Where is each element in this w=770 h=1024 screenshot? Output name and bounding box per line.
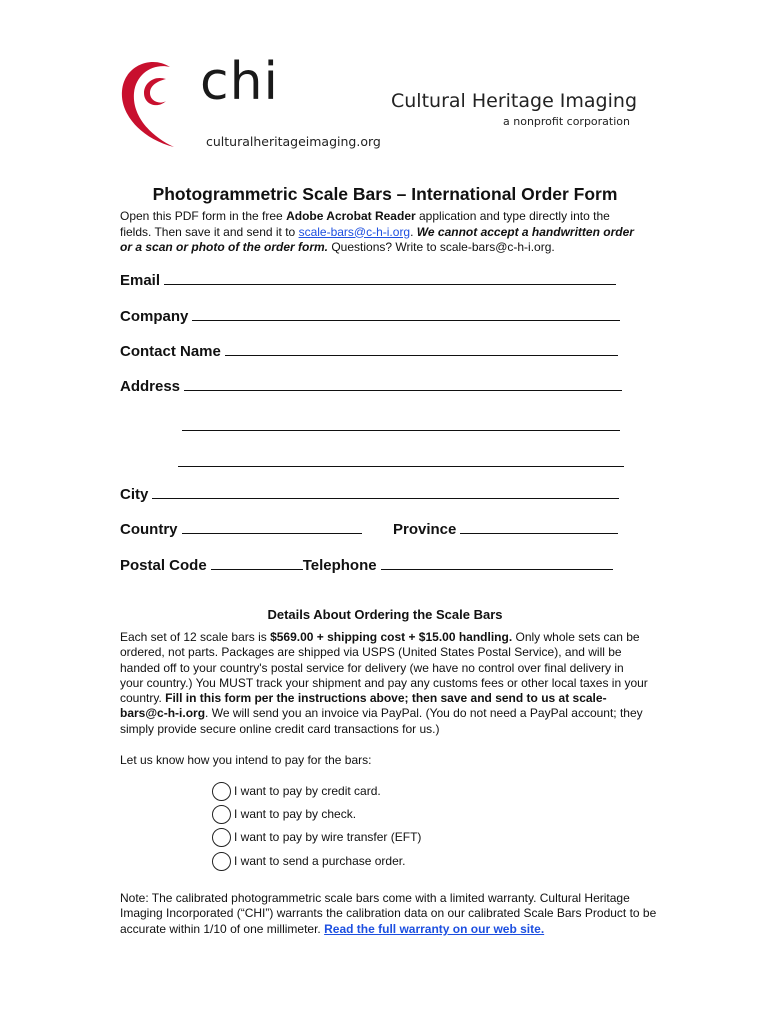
logo-wordmark: chi [200, 52, 279, 112]
wire-transfer-radio[interactable] [212, 828, 231, 847]
city-label: City [120, 486, 149, 503]
form-title: Photogrammetric Scale Bars – International Order Form [152, 184, 618, 204]
country-row [120, 521, 362, 539]
company-label: Company [120, 308, 189, 325]
province-field[interactable] [460, 521, 618, 534]
address-row [120, 378, 622, 396]
payment-option-label: I want to send a purchase order. [234, 854, 406, 868]
note-text: Note: The calibrated photogrammetric scale bars come with a limited warranty. Cultural Heritage Imaging Incorporated (“CHI”) warrants the calibration data on our calibrated Scale Bars Product to be accurate within 1/10 of one millimeter. [120, 891, 657, 936]
payment-option[interactable] [212, 804, 356, 824]
email-label: Email [120, 272, 161, 289]
address-field-line-2[interactable] [182, 418, 620, 431]
intro-paragraph [120, 209, 640, 256]
telephone-field[interactable] [381, 557, 613, 570]
country-field[interactable] [182, 521, 362, 534]
payment-option[interactable] [212, 851, 405, 871]
payment-option-label: I want to pay by wire transfer (EFT) [234, 830, 422, 844]
company-field[interactable] [192, 308, 620, 321]
details-price: $569.00 + shipping cost + $15.00 handling. [270, 630, 513, 644]
credit-card-radio[interactable] [212, 782, 231, 801]
intro-warning: We cannot accept a handwritten order or a scan or photo of the order form. [120, 224, 634, 254]
payment-option[interactable] [212, 781, 381, 801]
warranty-note [120, 891, 665, 937]
contact-name-row [120, 343, 618, 361]
contact-name-label: Contact Name [120, 343, 221, 360]
province-row [393, 521, 618, 539]
check-radio[interactable] [212, 805, 231, 824]
warranty-link[interactable]: Read the full warranty on our web site. [324, 921, 545, 936]
postal-code-field[interactable] [211, 557, 303, 570]
details-heading: Details About Ordering the Scale Bars [267, 607, 503, 622]
intro-app-name: Adobe Acrobat Reader [286, 209, 416, 223]
country-label: Country [120, 521, 178, 538]
payment-option-label: I want to pay by check. [234, 807, 357, 821]
email-row [120, 272, 616, 290]
payment-prompt: Let us know how you intend to pay for the bars: [120, 753, 372, 767]
details-text: Only whole sets can be ordered, not parts. Packages are shipped via USPS (United States Postal Service), and will be handed off to your country's postal service for delivery (we have no control over final delivery in your country.) You MUST track your shipment and pay any customs fees or other local taxes in your country. [120, 630, 648, 706]
intro-text: Open this PDF form in the free [120, 209, 287, 223]
province-label: Province [393, 521, 457, 538]
email-link[interactable]: scale-bars@c-h-i.org [298, 224, 411, 239]
intro-text: application and type directly into the fields. Then save it and send it to [120, 209, 610, 239]
chi-logo-swirl [114, 53, 196, 153]
intro-text: Questions? Write to scale-bars@c-h-i.org. [328, 240, 555, 254]
address-field-line-3[interactable] [178, 454, 624, 467]
postal-telephone-row [120, 557, 613, 575]
purchase-order-radio[interactable] [212, 852, 231, 871]
city-row [120, 486, 619, 504]
details-text: . We will send you an invoice via PayPal. (You do not need a PayPal account; they simply provide secure online credit card transactions for us.) [120, 706, 643, 736]
payment-option[interactable] [212, 827, 421, 847]
company-row [120, 308, 620, 326]
intro-text: . [410, 224, 417, 239]
logo-website: culturalheritageimaging.org [206, 134, 381, 149]
contact-name-field[interactable] [225, 343, 618, 356]
organization-name: Cultural Heritage Imaging [391, 90, 637, 112]
email-field[interactable] [164, 272, 616, 285]
address-label: Address [120, 378, 181, 395]
details-paragraph [120, 630, 650, 737]
telephone-label: Telephone [302, 557, 377, 574]
details-instruction: Fill in this form per the instructions above; then save and send to us at scale-bars@c-h-i.org [120, 691, 607, 721]
payment-option-label: I want to pay by credit card. [234, 784, 381, 798]
address-field-line-1[interactable] [184, 378, 622, 391]
details-text: Each set of 12 scale bars is [120, 630, 271, 644]
postal-code-label: Postal Code [120, 557, 207, 574]
organization-tagline: a nonprofit corporation [503, 115, 630, 128]
city-field[interactable] [152, 486, 619, 499]
